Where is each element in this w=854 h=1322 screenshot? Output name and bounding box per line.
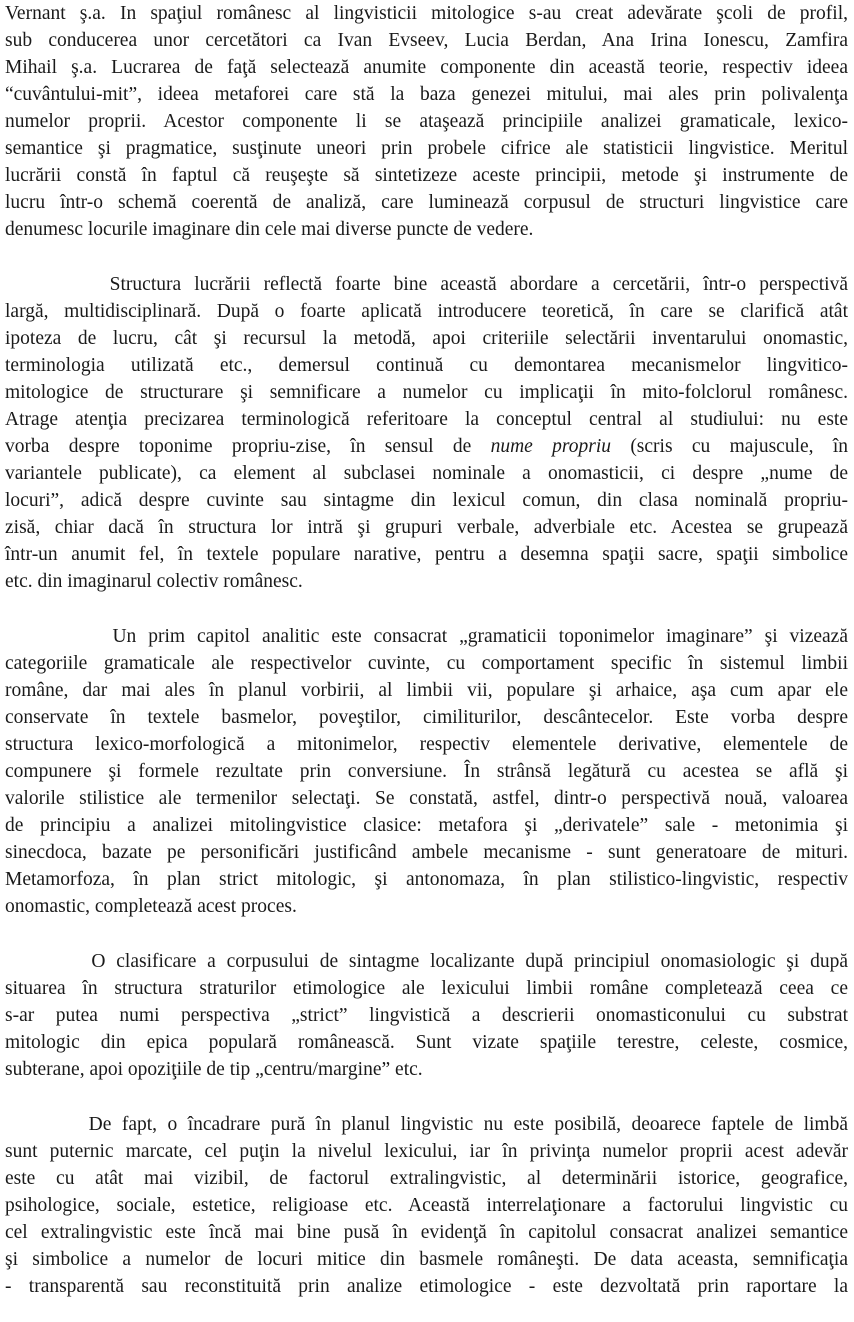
paragraph-gap — [5, 243, 848, 271]
text-line-with-italic: vorba despre toponime propriu-zise, în sensul de nume propriu (scris cu majuscule, în — [5, 436, 848, 457]
text-line: Vernant ş.a. In spaţiul românesc al lingvisticii mitologice s-au creat adevărate şcoli de profil, — [5, 3, 848, 24]
text-line: variantele publicate), ca element al subclasei nominale a onomasticii, ci despre „nume de — [5, 463, 848, 484]
text-line: cel extralingvistic este încă mai bine pusă în evidenţă în capitolul consacrat analizei semantice — [5, 1222, 848, 1243]
text-line: Un prim capitol analitic este consacrat „gramaticii toponimelor imaginare” şi vizează — [5, 626, 848, 647]
text-line: lucrării constă în faptul că reuşeşte să sintetizeze aceste principii, metode şi instrumente de — [5, 165, 848, 186]
text-line: onomastic, completează acest proces. — [5, 896, 297, 917]
text-line: largă, multidisciplinară. După o foarte aplicată introducere teoretică, în care se clarifică atât — [5, 301, 848, 322]
text-line: compunere şi formele rezultate prin conversiune. În strânsă legătură cu acestea se află şi — [5, 761, 848, 782]
paragraph-4 — [5, 948, 848, 1083]
text-line: zisă, chiar dacă în structura lor intră şi grupuri verbale, adverbiale etc. Acestea se grupează — [5, 517, 848, 538]
paragraph-gap — [5, 920, 848, 948]
text-line: valorile stilistice ale termenilor selectaţi. Se constată, astfel, dintr-o perspectivă nouă, valoarea — [5, 788, 848, 809]
text-line: psihologice, sociale, estetice, religioase etc. Această interrelaţionare a factorului lingvistic cu — [5, 1195, 848, 1216]
text-line: sub conducerea unor cercetători ca Ivan Evseev, Lucia Berdan, Ana Irina Ionescu, Zamfira — [5, 30, 848, 51]
text-line: terminologia utilizată etc., demersul continuă cu demontarea mecanismelor lingvitico- — [5, 355, 848, 376]
text-line: Structura lucrării reflectă foarte bine această abordare a cercetării, într-o perspectivă — [5, 274, 848, 295]
text-line: lucru într-o schemă coerentă de analiză, care luminează corpusul de structuri lingvistice care — [5, 192, 848, 213]
text-line: sinecdoca, bazate pe personificări justificând ambele mecanisme - sunt generatoare de mituri. — [5, 842, 848, 863]
text-line: Atrage atenţia precizarea terminologică referitoare la conceptul central al studiului: nu este — [5, 409, 848, 430]
italic-term: nume propriu — [490, 436, 611, 457]
text-line: conservate în textele basmelor, poveştilor, cimiliturilor, descântecelor. Este vorba despre — [5, 707, 848, 728]
text-line: etc. din imaginarul colectiv românesc. — [5, 571, 303, 592]
text-line: mitologice de structurare şi semnificare a numelor cu implicaţii în mito-folclorul românesc. — [5, 382, 848, 403]
text-line: numelor proprii. Acestor componente li se ataşează principiile analizei gramaticale, lexico- — [5, 111, 848, 132]
text-line: O clasificare a corpusului de sintagme localizante după principiul onomasiologic şi după — [5, 951, 848, 972]
text-line: şi simbolice a numelor de locuri mitice din basmele româneşti. De data aceasta, semnificaţia — [5, 1249, 848, 1270]
text-line: subterane, apoi opoziţiile de tip „centru/margine” etc. — [5, 1059, 423, 1080]
text-line: “cuvântului-mit”, ideea metaforei care stă la baza genezei mitului, mai ales prin polivalenţa — [5, 84, 848, 105]
text-line: locuri”, adică despre cuvinte sau sintagme din lexicul comun, din clasa nominală propriu- — [5, 490, 848, 511]
text-line: de principiu a analizei mitolingvistice clasice: metafora şi „derivatele” sale - metonimia şi — [5, 815, 848, 836]
text-line: semantice şi pragmatice, susţinute uneori prin probele cifrice ale statisticii lingvistice. Meritul — [5, 138, 848, 159]
paragraph-gap — [5, 1083, 848, 1111]
text-line: este cu atât mai vizibil, de factorul extralingvistic, al determinării istorice, geografice, — [5, 1168, 848, 1189]
text-line: mitologic din epica populară românească. Sunt vizate spaţiile terestre, celeste, cosmice, — [5, 1032, 848, 1053]
text-line: într-un anumit fel, în textele populare narative, pentru a desemna spaţii sacre, spaţii simbolice — [5, 544, 848, 565]
text-line: De fapt, o încadrare pură în planul lingvistic nu este posibilă, deoarece faptele de limbă — [5, 1114, 848, 1135]
paragraph-2 — [5, 271, 848, 595]
paragraph-3 — [5, 623, 848, 920]
text-line: structura lexico-morfologică a mitonimelor, respectiv elementele derivative, elementele de — [5, 734, 848, 755]
text-line: situarea în structura straturilor etimologice ale lexicului limbii române completează ceea ce — [5, 978, 848, 999]
text-line: Metamorfoza, în plan strict mitologic, şi antonomaza, în plan stilistico-lingvistic, respectiv — [5, 869, 848, 890]
text-line: s-ar putea numi perspectiva „strict” lingvistică a descrierii onomasticonului cu substrat — [5, 1005, 848, 1026]
text-line: ipoteza de lucru, cât şi recursul la metodă, apoi criteriile selectării inventarului onomastic, — [5, 328, 848, 349]
text-line: sunt puternic marcate, cel puţin la nivelul lexicului, iar în privinţa numelor proprii acest adevăr — [5, 1141, 848, 1162]
text-line: denumesc locurile imaginare din cele mai diverse puncte de vedere. — [5, 219, 534, 240]
text-line: - transparentă sau reconstituită prin analize etimologice - este dezvoltată prin raportare la — [5, 1276, 848, 1297]
text-line: Mihail ş.a. Lucrarea de faţă selectează anumite componente din această teorie, respectiv ideea — [5, 57, 848, 78]
paragraph-5 — [5, 1111, 848, 1300]
paragraph-gap — [5, 595, 848, 623]
paragraph-1 — [5, 0, 848, 243]
text-line: categoriile gramaticale ale respectivelor cuvinte, cu comportament specific în sistemul limbii — [5, 653, 848, 674]
text-line: române, dar mai ales în planul vorbirii, al limbii vii, populare şi arhaice, aşa cum apar ele — [5, 680, 848, 701]
